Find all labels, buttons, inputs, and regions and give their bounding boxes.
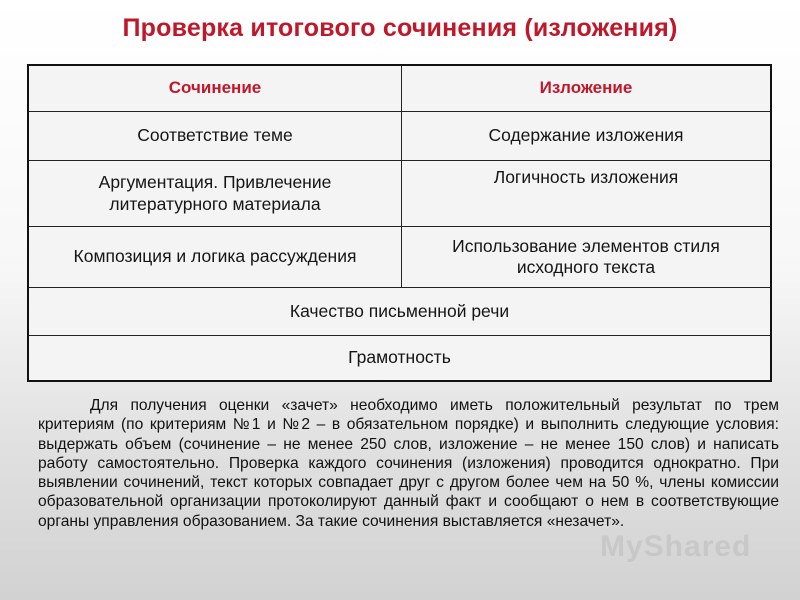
table-cell: Соответствие теме <box>29 112 402 161</box>
shared-row-cell: Грамотность <box>348 347 451 368</box>
body-paragraph: Для получения оценки «зачет» необходимо иметь положительный результат по трем критериям (по критериям №1 и №2 – в обязательном порядке) и выполнить следующие условия: выдержать объем (сочинение – не менее 250 слов, изложение – не менее 150 слов) и написать работу самостоятельно. Проверка каждого сочинения (изложения) проводится однократно. При выявлении сочинений, текст которых совпадает друг с другом более чем на 50 %, члены комиссии образовательной организации протоколируют данный факт и сообщают о нем в соответствующие органы управления образованием. За такие сочинения выставляется «незачет». <box>38 397 779 530</box>
table-cell: Аргументация. Привлечение литературного материала <box>29 161 402 227</box>
table-cell: Содержание изложения <box>402 112 770 161</box>
table-cell: Логичность изложения <box>402 161 770 227</box>
table-cell: Композиция и логика рассуждения <box>29 227 402 288</box>
column-header-essay: Сочинение <box>29 66 402 112</box>
table-cell: Использование элементов стиля исходного текста <box>402 227 770 288</box>
column-header-summary: Изложение <box>402 66 770 112</box>
criteria-table <box>27 64 772 382</box>
page-title: Проверка итогового сочинения (изложения) <box>122 14 678 42</box>
shared-row-cell: Качество письменной речи <box>29 288 770 336</box>
watermark-logo: MyShared <box>600 530 752 563</box>
